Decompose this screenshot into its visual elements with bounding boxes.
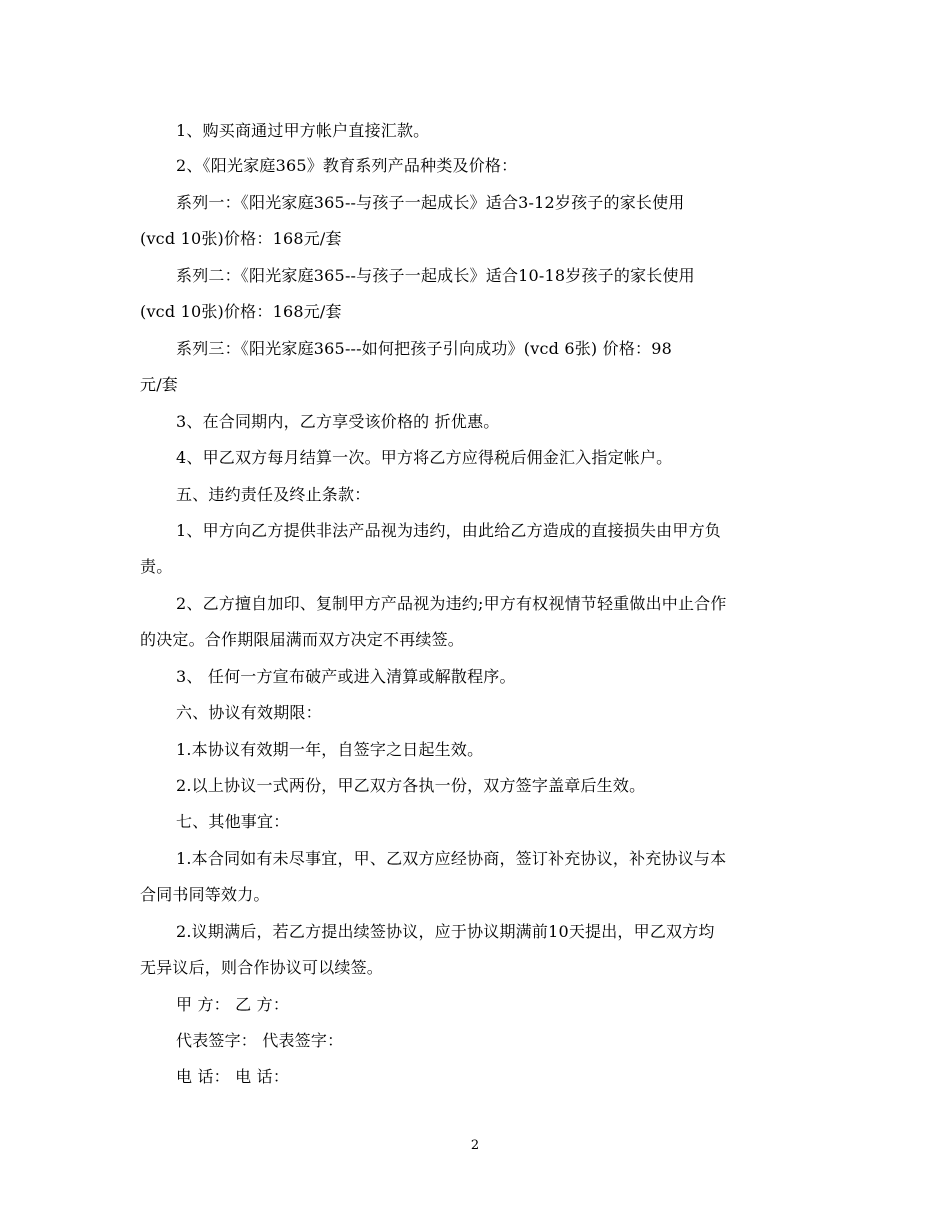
text-line: 合同书同等效力。 [140,885,270,904]
section-heading: 六、协议有效期限： [176,703,322,722]
text-line: 1、购买商通过甲方帐户直接汇款。 [176,121,430,140]
text-line: 2、《阳光家庭365》教育系列产品种类及价格： [176,156,518,175]
text-line: 2.以上协议一式两份，甲乙双方各执一份，双方签字盖章后生效。 [176,776,646,795]
text-line: 2.议期满后，若乙方提出续签协议，应于协议期满前10天提出，甲乙双方均 [176,922,715,941]
text-line: 系列一：《阳光家庭365--与孩子一起成长》适合3-12岁孩子的家长使用 [176,193,685,212]
text-line: 1、甲方向乙方提供非法产品视为违约，由此给乙方造成的直接损失由甲方负 [176,521,721,540]
section-heading: 五、违约责任及终止条款： [176,485,371,504]
text-line: 的决定。合作期限届满而双方决定不再续签。 [140,630,465,649]
text-line: 3、在合同期内，乙方享受该价格的 折优惠。 [176,412,500,431]
signature-rep-line: 代表签字： 代表签字： [176,1031,344,1050]
text-line: 3、 任何一方宣布破产或进入清算或解散程序。 [176,667,516,686]
page-number: 2 [470,1138,480,1153]
signature-phone-line: 电 话： 电 话： [176,1067,290,1086]
text-line: 1.本合同如有未尽事宜，甲、乙双方应经协商，签订补充协议，补充协议与本 [176,849,727,868]
section-heading: 七、其他事宜： [176,812,290,831]
text-line: 2、乙方擅自加印、复制甲方产品视为违约;甲方有权视情节轻重做出中止合作 [176,594,727,613]
text-line: 元/套 [140,375,178,394]
text-line: 无异议后，则合作协议可以续签。 [140,958,384,977]
text-line: (vcd 10张)价格：168元/套 [140,302,342,321]
text-line: 系列二：《阳光家庭365--与孩子一起成长》适合10-18岁孩子的家长使用 [176,266,695,285]
text-line: 1.本协议有效期一年，自签字之日起生效。 [176,740,484,759]
text-line: (vcd 10张)价格：168元/套 [140,229,342,248]
text-line: 责。 [140,557,173,576]
text-line: 4、甲乙双方每月结算一次。甲方将乙方应得税后佣金汇入指定帐户。 [176,448,673,467]
text-line: 系列三：《阳光家庭365---如何把孩子引向成功》(vcd 6张) 价格：98 [176,339,672,358]
signature-party-line: 甲 方： 乙 方： [176,995,290,1014]
